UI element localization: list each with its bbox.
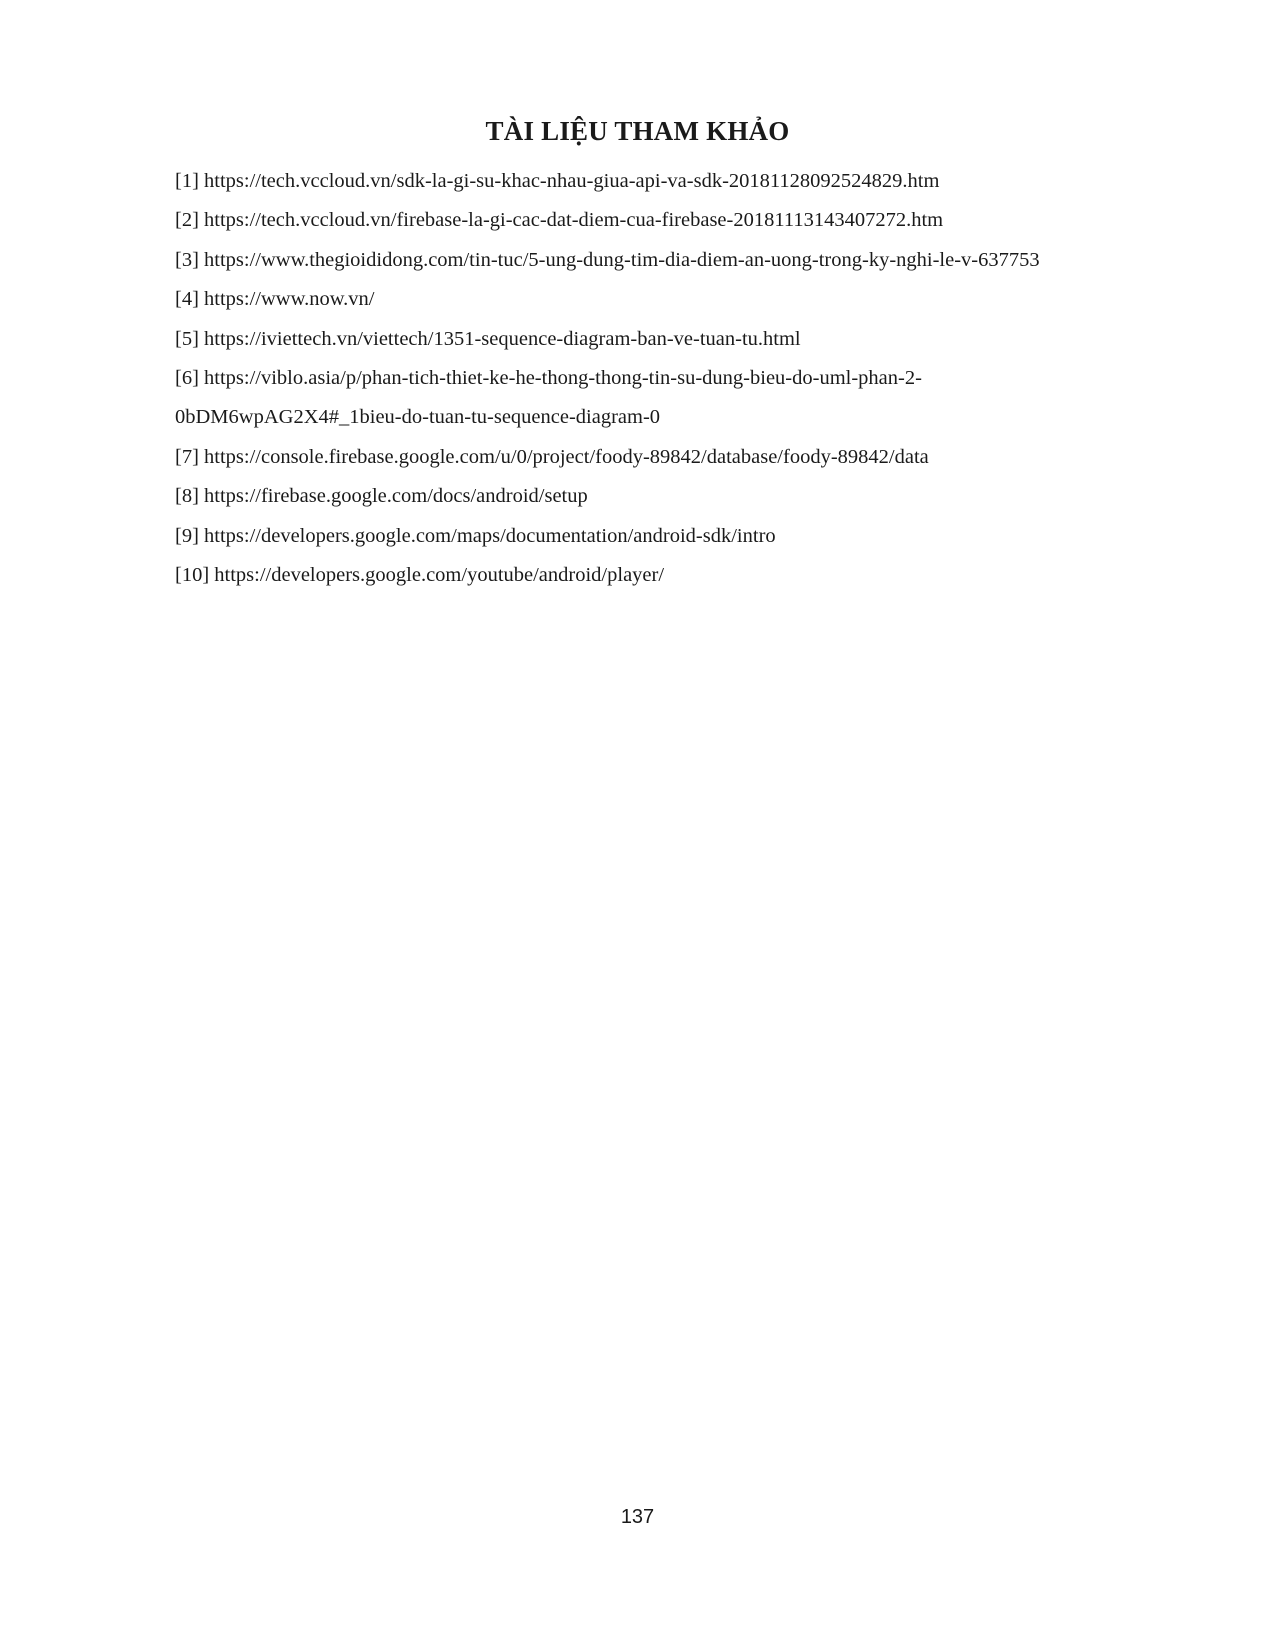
reference-list [175,162,1155,595]
page-title: TÀI LIỆU THAM KHẢO [485,116,790,146]
reference-item-6: [6] https://viblo.asia/p/phan-tich-thiet-ke-he-thong-thong-tin-su-dung-bieu-do-uml-phan-2- [175,366,922,389]
reference-item-1: [1] https://tech.vccloud.vn/sdk-la-gi-su-khac-nhau-giua-api-va-sdk-20181128092524829.htm [175,170,940,192]
reference-item-10: [10] https://developers.google.com/youtube/android/player/ [175,563,665,586]
reference-item-7: [7] https://console.firebase.google.com/u/0/project/foody-89842/database/foody-89842/data [175,445,929,468]
reference-item-8: [8] https://firebase.google.com/docs/android/setup [175,485,588,508]
reference-item-3: [3] https://www.thegioididong.com/tin-tuc/5-ung-dung-tim-dia-diem-an-uong-trong-ky-nghi-le-v-637753 [175,248,1040,271]
reference-item-4: [4] https://www.now.vn/ [175,288,375,311]
page-number: 137 [620,1506,655,1528]
reference-item-5: [5] https://iviettech.vn/viettech/1351-sequence-diagram-ban-ve-tuan-tu.html [175,327,801,350]
reference-item-2: [2] https://tech.vccloud.vn/firebase-la-gi-cac-dat-diem-cua-firebase-20181113143407272.htm [175,209,944,232]
reference-item-6-continued: 0bDM6wpAG2X4#_1bieu-do-tuan-tu-sequence-diagram-0 [175,406,661,429]
reference-item-9: [9] https://developers.google.com/maps/documentation/android-sdk/intro [175,524,776,547]
